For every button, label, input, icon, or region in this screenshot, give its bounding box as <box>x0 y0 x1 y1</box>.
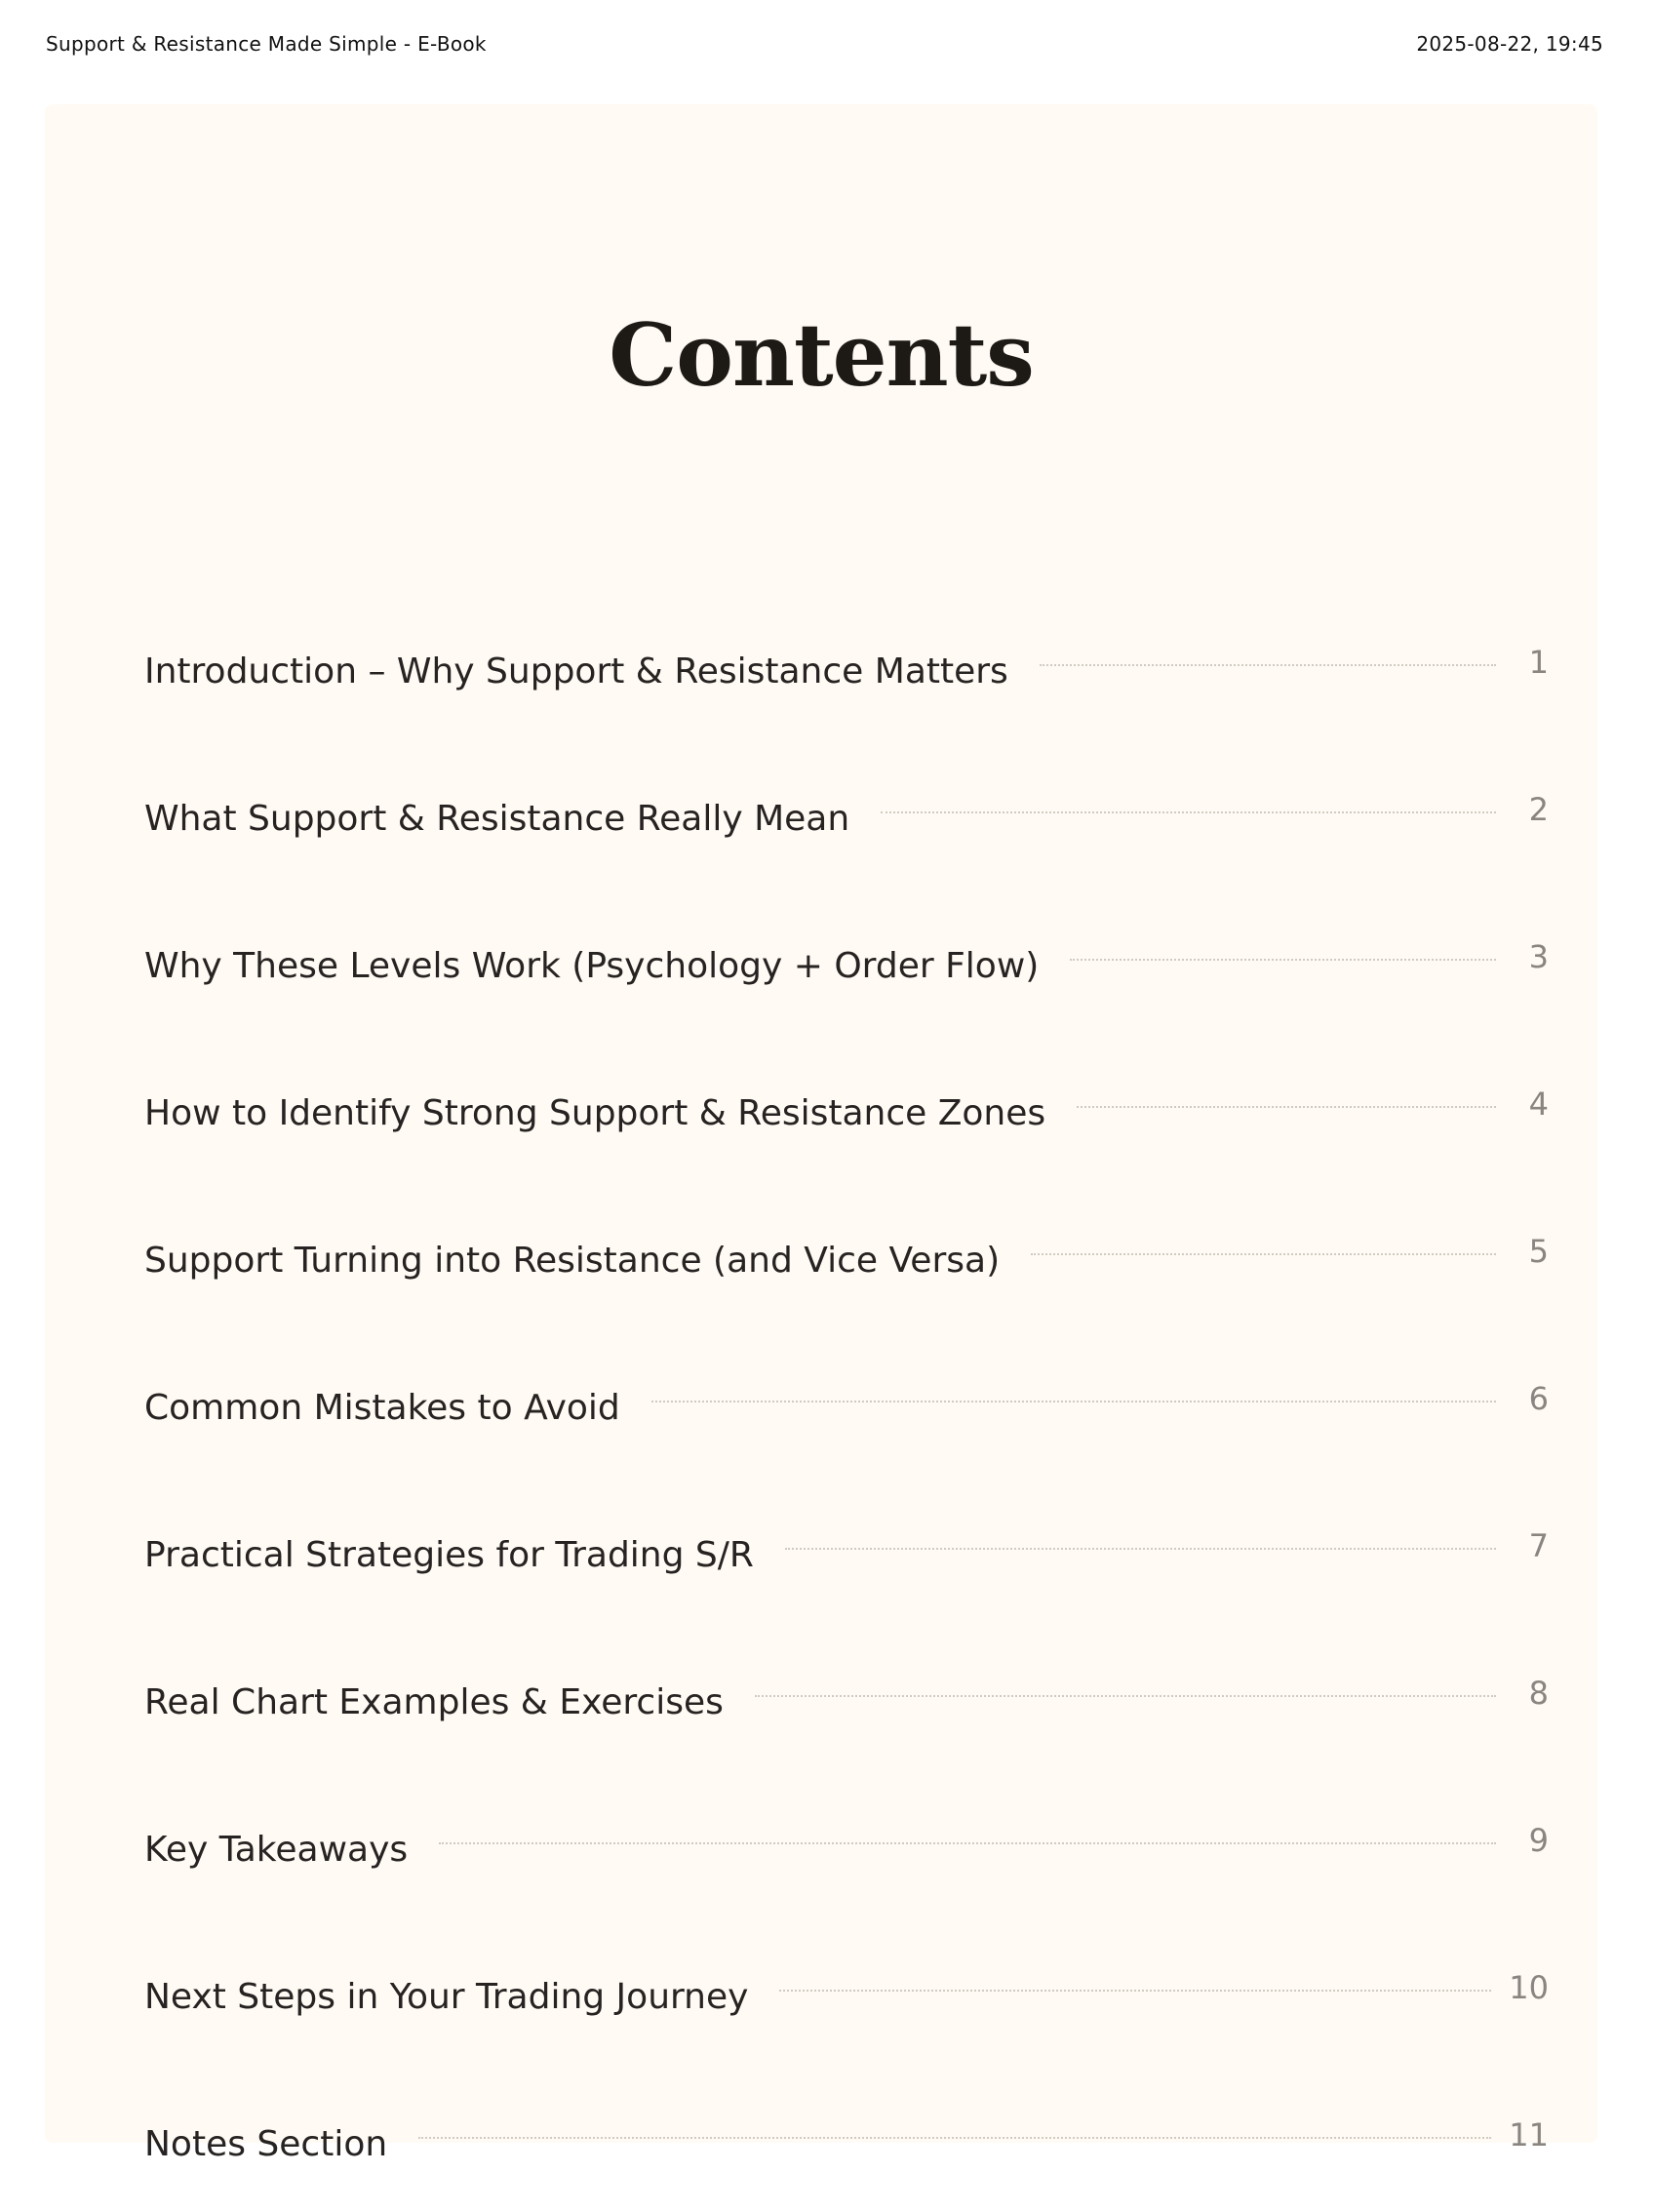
toc-entry[interactable] <box>144 887 1549 1034</box>
toc-page-number: 8 <box>1528 1674 1549 1712</box>
document-title: Support & Resistance Made Simple - E-Book <box>46 32 487 56</box>
toc-entry[interactable] <box>144 1181 1549 1328</box>
table-of-contents <box>144 592 1549 2212</box>
toc-page-number: 5 <box>1528 1232 1549 1270</box>
toc-page-number: 4 <box>1528 1085 1549 1123</box>
dotted-leader <box>439 1842 1496 1844</box>
toc-entry-label: Introduction – Why Support & Resistance Matters <box>144 652 1008 691</box>
dotted-leader <box>785 1548 1496 1550</box>
toc-page-number: 6 <box>1528 1379 1549 1417</box>
toc-page-number: 11 <box>1509 2115 1549 2153</box>
toc-entry-label: Real Chart Examples & Exercises <box>144 1682 724 1722</box>
toc-entry-label: How to Identify Strong Support & Resistance Zones <box>144 1093 1046 1133</box>
toc-entry[interactable] <box>144 1770 1549 1917</box>
print-timestamp: 2025-08-22, 19:45 <box>1416 32 1603 56</box>
dotted-leader <box>755 1695 1496 1697</box>
dotted-leader <box>418 2137 1491 2139</box>
toc-entry-label: Why These Levels Work (Psychology + Order Flow) <box>144 946 1040 986</box>
toc-entry-label: Support Turning into Resistance (and Vice Versa) <box>144 1241 1001 1281</box>
toc-entry[interactable] <box>144 1917 1549 2065</box>
dotted-leader <box>1031 1253 1496 1255</box>
toc-page-number: 1 <box>1528 643 1549 681</box>
page-title: Contents <box>609 304 1034 406</box>
ebook-page <box>45 104 1597 2164</box>
toc-page-number: 3 <box>1528 937 1549 975</box>
toc-page-number: 7 <box>1528 1526 1549 1564</box>
dotted-leader <box>779 1990 1491 1992</box>
dotted-leader <box>651 1401 1496 1402</box>
toc-page-number: 9 <box>1528 1821 1549 1859</box>
toc-entry[interactable] <box>144 592 1549 739</box>
toc-entry-label: Practical Strategies for Trading S/R <box>144 1535 754 1575</box>
toc-page-number: 2 <box>1528 790 1549 828</box>
print-header <box>46 29 1603 59</box>
dotted-leader <box>1070 959 1496 961</box>
toc-entry[interactable] <box>144 1476 1549 1623</box>
dotted-leader <box>1077 1106 1496 1108</box>
toc-page-number: 10 <box>1509 1968 1549 2006</box>
toc-entry[interactable] <box>144 739 1549 887</box>
toc-entry[interactable] <box>144 1328 1549 1476</box>
dotted-leader <box>1040 664 1496 666</box>
toc-entry-label: Common Mistakes to Avoid <box>144 1388 620 1428</box>
toc-entry-label: What Support & Resistance Really Mean <box>144 799 850 839</box>
toc-entry[interactable] <box>144 1034 1549 1181</box>
toc-entry[interactable] <box>144 1623 1549 1770</box>
dotted-leader <box>881 811 1496 813</box>
toc-entry-label: Next Steps in Your Trading Journey <box>144 1977 749 2017</box>
toc-entry-label: Key Takeaways <box>144 1830 409 1870</box>
toc-entry[interactable] <box>144 2065 1549 2212</box>
toc-entry-label: Notes Section <box>144 2124 388 2164</box>
